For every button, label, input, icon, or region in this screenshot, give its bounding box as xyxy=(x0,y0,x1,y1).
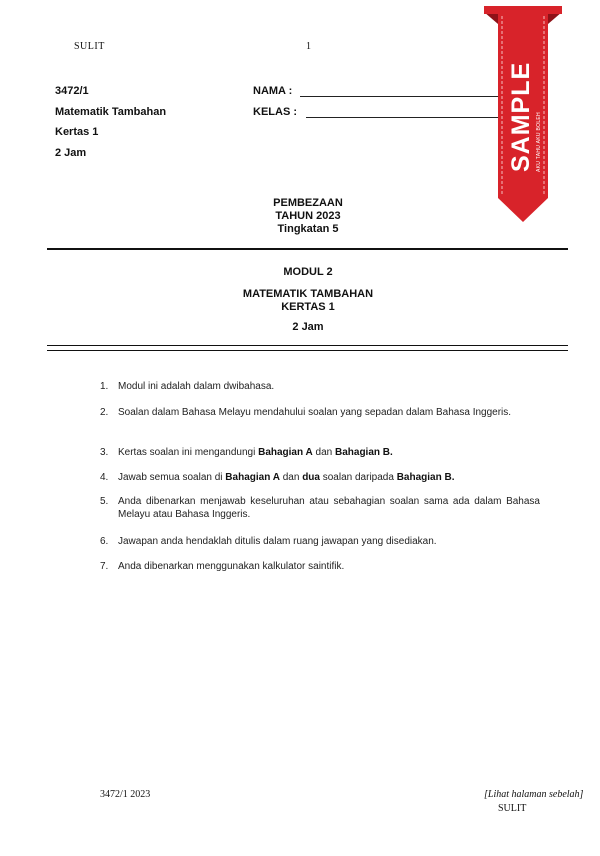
instruction-bold: dua xyxy=(302,472,320,483)
instruction-bold: Bahagian A xyxy=(258,447,313,458)
instruction-item xyxy=(100,535,540,549)
paper-number: Kertas 1 xyxy=(55,126,99,138)
instruction-text-part: Jawab semua soalan di xyxy=(118,472,226,483)
instruction-item xyxy=(100,406,540,434)
instruction-text: Soalan dalam Bahasa Melayu mendahului soalan yang sepadan dalam Bahasa Inggeris. xyxy=(118,407,512,418)
instruction-item xyxy=(100,495,540,523)
instruction-number: 5. xyxy=(100,496,109,507)
instruction-number: 6. xyxy=(100,536,109,547)
footer-code-year: 3472/1 2023 xyxy=(100,789,151,800)
module-duration: 2 Jam xyxy=(292,321,324,333)
instruction-number: 3. xyxy=(100,447,109,458)
instruction-item xyxy=(100,446,540,460)
instruction-number: 1. xyxy=(100,381,109,392)
divider-top xyxy=(47,248,568,250)
paper-code: 3472/1 xyxy=(55,85,89,97)
paper-duration: 2 Jam xyxy=(55,147,87,159)
instruction-text: Jawapan anda hendaklah ditulis dalam ruang jawapan yang disediakan. xyxy=(118,536,437,547)
instruction-text: Anda dibenarkan menjawab keseluruhan atau sebahagian soalan sama ada dalam Bahasa Melayu atau Bahasa Inggeris. xyxy=(118,496,540,520)
sample-ribbon xyxy=(478,0,568,222)
instruction-text-part: soalan daripada xyxy=(319,472,397,483)
ribbon-label: SAMPLE xyxy=(507,61,535,172)
header-classification: SULIT xyxy=(74,41,105,52)
instruction-text xyxy=(118,446,540,459)
footer-next-page: [Lihat halaman sebelah] xyxy=(484,789,584,800)
ribbon-sublabel: AKU TAHU AKU BOLEH xyxy=(536,112,542,172)
instruction-item xyxy=(100,560,540,574)
instruction-item xyxy=(100,471,540,485)
instruction-text xyxy=(118,471,540,484)
exam-level: Tingkatan 5 xyxy=(277,223,339,235)
instruction-text-part: dan xyxy=(312,447,335,458)
module-subject: MATEMATIK TAMBAHAN xyxy=(242,288,374,300)
instruction-number: 2. xyxy=(100,407,109,418)
module-subject-block xyxy=(0,288,600,314)
footer-classification: SULIT xyxy=(498,803,527,814)
exam-title: PEMBEZAAN xyxy=(273,197,343,209)
instruction-number: 4. xyxy=(100,472,109,483)
instruction-text: Anda dibenarkan menggunakan kalkulator saintifik. xyxy=(118,561,345,572)
instruction-text-part: dan xyxy=(279,472,303,483)
module-paper: KERTAS 1 xyxy=(281,301,335,313)
header-page-number: 1 xyxy=(306,41,311,52)
instruction-number: 7. xyxy=(100,561,109,572)
module-title: MODUL 2 xyxy=(283,266,333,278)
instruction-item xyxy=(100,380,540,394)
divider-double xyxy=(47,345,568,351)
instruction-bold: Bahagian B. xyxy=(396,472,455,483)
paper-subject: Matematik Tambahan xyxy=(55,106,167,118)
name-label: NAMA : xyxy=(253,85,293,97)
class-label: KELAS : xyxy=(253,106,297,118)
instruction-text-part: Kertas soalan ini mengandungi xyxy=(118,447,259,458)
instruction-bold: Bahagian A xyxy=(225,472,280,483)
instruction-text: Modul ini adalah dalam dwibahasa. xyxy=(118,381,275,392)
instruction-bold: Bahagian B. xyxy=(334,447,393,458)
exam-year: TAHUN 2023 xyxy=(275,210,341,222)
